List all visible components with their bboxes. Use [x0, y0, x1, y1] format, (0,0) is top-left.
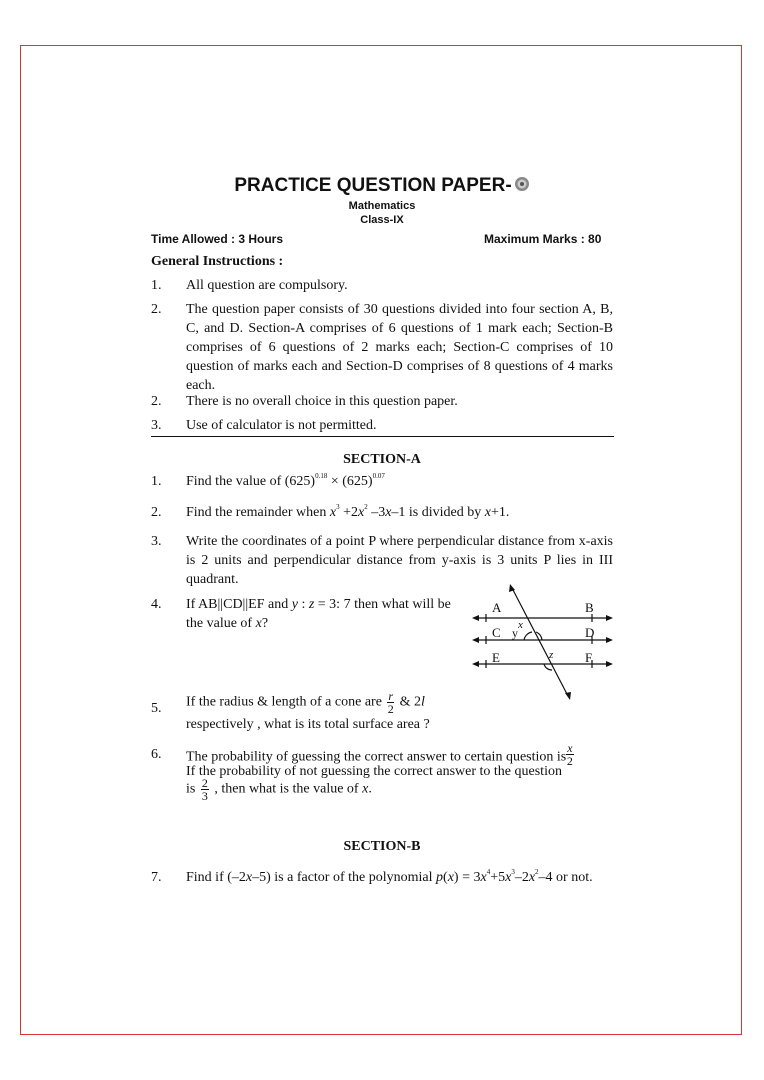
instruction-number: 2. — [151, 302, 162, 317]
question-number: 7. — [151, 870, 162, 885]
question-6-line-2: If the probability of not guessing the correct answer to the question — [186, 764, 562, 779]
instruction-item: Use of calculator is not permitted. — [186, 418, 377, 433]
section-b-heading: SECTION-B — [343, 839, 421, 854]
paper-title — [0, 175, 764, 197]
instruction-number: 1. — [151, 278, 162, 293]
question-number: 6. — [151, 747, 162, 762]
question-2: Find the remainder when $x^3 +2x^2$ –3x–1 is divided by x+1. — [186, 503, 510, 520]
instruction-item: The question paper consists of 30 questions divided into four section A, B, C, and D. Section-A comprises of 6 questions of 1 mark each; Section-B comprises of 6 questions of 2 marks each; Section-C comprises of 10 question of marks each and Section-D comprises of 8 questions of 4 marks each. — [186, 302, 613, 393]
svg-text:A: A — [492, 600, 502, 615]
instruction-item: There is no overall choice in this question paper. — [186, 394, 458, 409]
instruction-number: 3. — [151, 418, 162, 433]
svg-text:E: E — [492, 650, 500, 665]
instruction-item: All question are compulsory. — [186, 278, 348, 293]
subject: Mathematics — [348, 200, 416, 212]
section-a-heading: SECTION-A — [343, 452, 421, 467]
divider — [151, 436, 614, 437]
question-number: 1. — [151, 474, 162, 489]
question-number: 2. — [151, 505, 162, 520]
title-text: PRACTICE QUESTION PAPER- — [234, 175, 512, 196]
question-5: If the radius & length of a cone are $\frac{r}{2}$ & 2l respectively , what is its total surface area ? — [186, 689, 430, 732]
instruction-number: 2. — [151, 394, 162, 409]
svg-text:D: D — [585, 625, 595, 640]
svg-text:y: y — [512, 626, 518, 640]
svg-text:z: z — [549, 649, 554, 661]
svg-text:C: C — [492, 625, 501, 640]
class-label: Class-IX — [360, 214, 404, 226]
question-4: If AB||CD||EF and y : z = 3: 7 then what will be the value of x? — [186, 597, 451, 631]
question-number: 3. — [151, 534, 162, 549]
question-3: Write the coordinates of a point P where perpendicular distance from x-axis is 2 units and perpendicular distance from y-axis is 3 units P lies in III quadrant. — [186, 534, 613, 587]
parallel-lines-diagram — [472, 584, 614, 702]
question-6: The probability of guessing the correct answer to certain question is $\frac{x}{2}$ — [186, 741, 573, 768]
instructions-heading: General Instructions : — [151, 254, 284, 269]
time-allowed: Time Allowed : 3 Hours — [151, 232, 284, 246]
number-image-icon — [514, 176, 530, 192]
svg-text:B: B — [585, 600, 594, 615]
max-marks: Maximum Marks : 80 — [484, 232, 602, 246]
question-1: Find the value of $(625)^{0.18} \times (625)^{0.07}$ — [186, 472, 385, 489]
question-6-line-3: is $\frac{2}{3}$ , then what is the value of x. — [186, 776, 372, 803]
question-number: 4. — [151, 597, 162, 612]
svg-text:F: F — [585, 650, 593, 665]
svg-text:x: x — [518, 619, 523, 631]
question-7: Find if (–2x–5) is a factor of the polynomial $p(x) = 3x^4+5x^3-2x^2-4$ or not. — [186, 868, 593, 885]
question-number: 5. — [151, 701, 162, 716]
transversal — [512, 588, 568, 696]
